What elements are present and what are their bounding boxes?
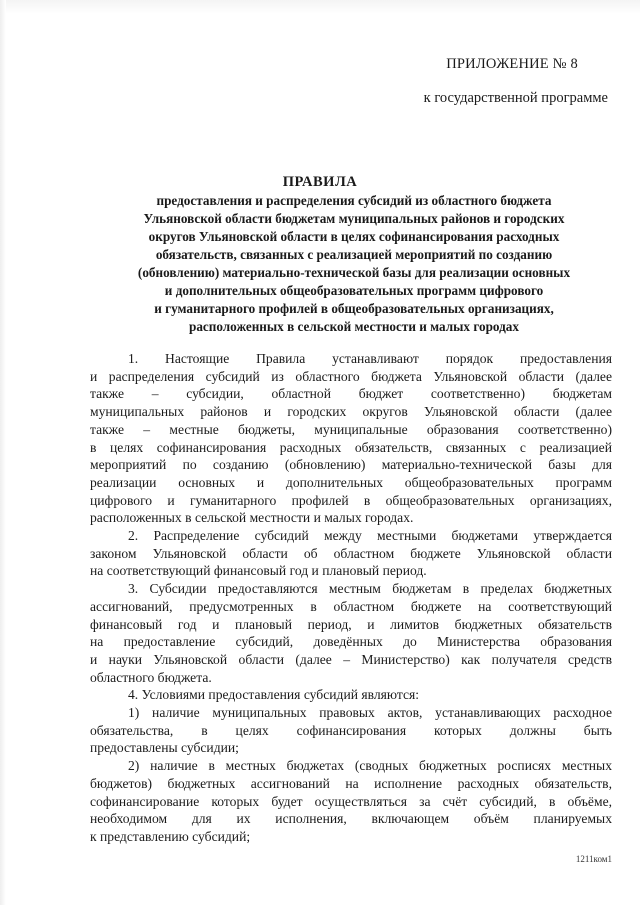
paragraph-line: 4. Условиями предоставления субсидий являются: bbox=[128, 687, 420, 703]
paragraph-line: необходимом для их исполнения, включающем объём планируемых bbox=[90, 811, 612, 827]
paragraph-line: 1) наличие муниципальных правовых актов, устанавливающих расходное bbox=[128, 705, 612, 721]
paragraph-line: и науки Ульяновской области (далее – Министерство) как получателя средств bbox=[90, 651, 612, 667]
paragraph-line: софинансирование которых будет осуществляться за счёт субсидий, в объёме, bbox=[90, 793, 612, 809]
footer-code: 1211ком1 bbox=[575, 854, 612, 864]
paragraph-line: ассигнований, предусмотренных в областном бюджете на соответствующий bbox=[90, 598, 612, 614]
subtitle-line: Ульяновской области бюджетам муниципальных районов и городских bbox=[143, 211, 565, 226]
paragraph-line: законом Ульяновской области об областном бюджете Ульяновской области bbox=[90, 545, 612, 561]
paragraph-line: бюджетов) бюджетных ассигнований на исполнение расходных обязательств, bbox=[90, 775, 612, 791]
paragraph-line: мероприятий по созданию (обновлению) материально-технической базы для bbox=[90, 457, 612, 473]
subtitle-line: и гуманитарного профилей в общеобразовательных организациях, bbox=[154, 301, 554, 316]
document-subtitle bbox=[104, 192, 604, 336]
appendix-number: ПРИЛОЖЕНИЕ № 8 bbox=[446, 56, 578, 72]
paragraph-line: цифрового и гуманитарного профилей в общеобразовательных организациях, bbox=[90, 492, 612, 508]
subtitle-line: (обновлению) материально-технической базы для реализации основных bbox=[137, 265, 571, 280]
paragraph-line: муниципальных районов и городских округов Ульяновской области (далее bbox=[90, 404, 612, 420]
paragraph-line: и распределения субсидий из областного бюджета Ульяновской области (далее bbox=[90, 368, 612, 384]
paragraph-line: на соответствующий финансовый год и плановый период. bbox=[90, 563, 427, 579]
paragraph-line: на предоставление субсидий, доведённых до Министерства образования bbox=[90, 634, 612, 650]
paragraph-line: областного бюджета. bbox=[90, 669, 212, 685]
subtitle-line: округов Ульяновской области в целях софинансирования расходных bbox=[148, 229, 560, 244]
document-title: ПРАВИЛА bbox=[282, 174, 358, 190]
appendix-to: к государственной программе bbox=[423, 90, 608, 106]
paragraph-line: реализации основных и дополнительных общеобразовательных программ bbox=[90, 474, 612, 490]
paragraph-line: также – местные бюджеты, муниципальные образования соответственно) bbox=[90, 421, 612, 437]
scan-left-shadow bbox=[0, 0, 6, 905]
subtitle-line: предоставления и распределения субсидий из областного бюджета bbox=[156, 193, 552, 208]
paragraph-line: 3. Субсидии предоставляются местным бюджетам в пределах бюджетных bbox=[128, 581, 612, 597]
paragraph-line: 2. Распределение субсидий между местными бюджетами утверждается bbox=[128, 528, 612, 544]
paragraph-line: 2) наличие в местных бюджетах (сводных бюджетных росписях местных bbox=[128, 758, 612, 774]
paragraph-line: также – субсидии, областной бюджет соответственно) бюджетам bbox=[90, 386, 612, 402]
paragraph-line: расположенных в сельской местности и малых городах. bbox=[90, 510, 414, 526]
paragraph-line: в целях софинансирования расходных обязательств, связанных с реализацией bbox=[90, 439, 612, 455]
subtitle-line: обязательств, связанных с реализацией мероприятий по созданию bbox=[155, 247, 553, 262]
paragraph-line: обязательства, в целях софинансирования которых должны быть bbox=[90, 722, 612, 738]
scan-top-shadow bbox=[0, 0, 640, 14]
paragraph-line: финансовый год и плановый период, и лимитов бюджетных обязательств bbox=[90, 616, 612, 632]
paragraph-line: к представлению субсидий; bbox=[90, 828, 251, 844]
document-body bbox=[90, 350, 612, 846]
paragraph-line: 1. Настоящие Правила устанавливают порядок предоставления bbox=[128, 351, 612, 366]
paragraph-line: предоставлены субсидии; bbox=[90, 740, 239, 756]
subtitle-line: и дополнительных общеобразовательных программ цифрового bbox=[164, 283, 544, 298]
subtitle-line: расположенных в сельской местности и малых городах bbox=[188, 319, 519, 334]
